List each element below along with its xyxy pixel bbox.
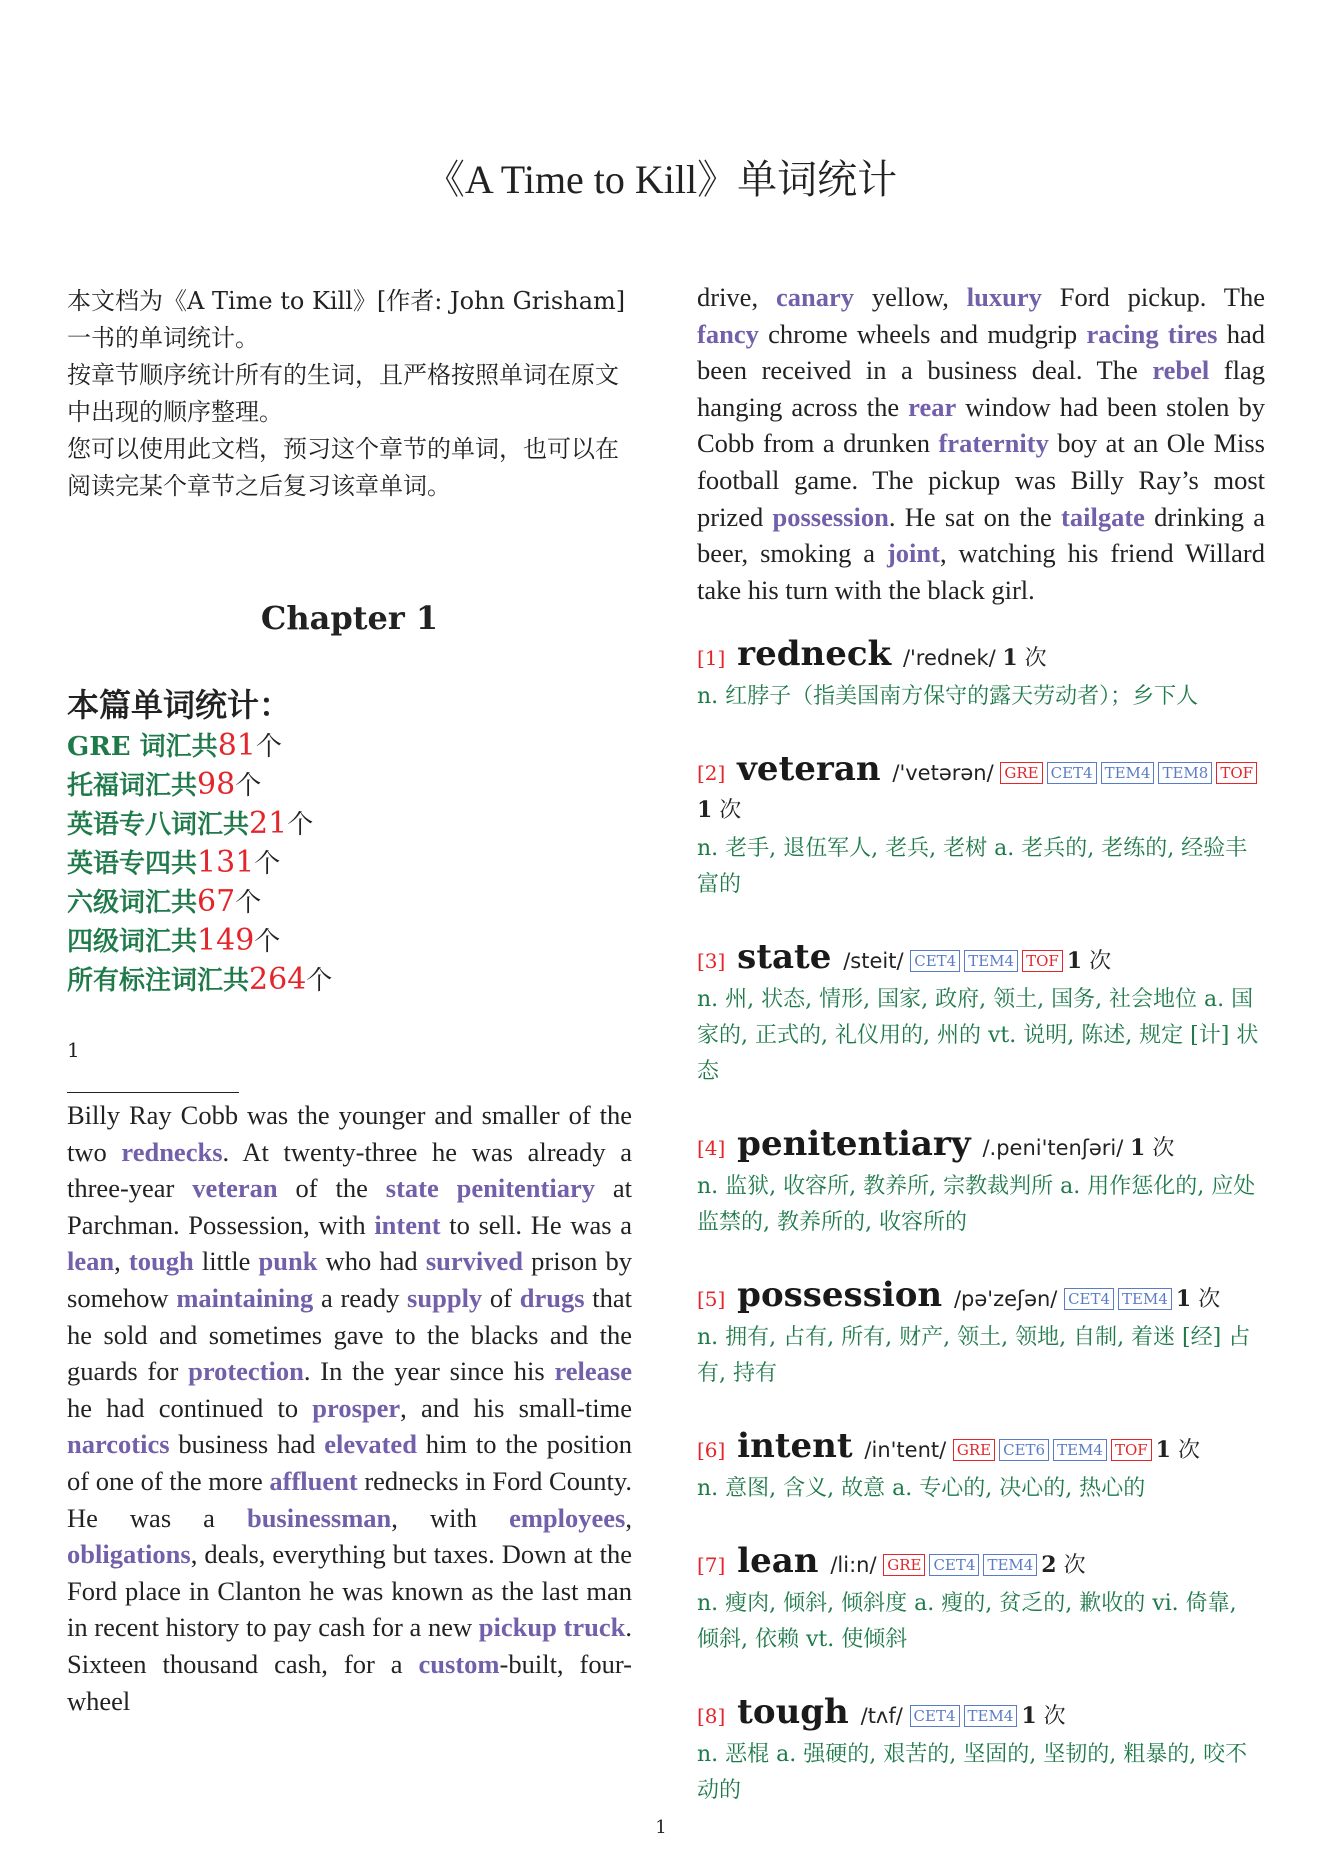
highlighted-word: elevated (324, 1429, 417, 1460)
intro-text (67, 283, 632, 505)
entry-index: [3] (697, 949, 726, 974)
vocab-entry (697, 751, 1265, 903)
entry-head (697, 1126, 1265, 1167)
exam-tag: GRE (1000, 762, 1042, 784)
entry-head (697, 1543, 1265, 1584)
stat-row (67, 766, 632, 805)
exam-tag: CET4 (1064, 1288, 1114, 1310)
stat-label: 托福词汇共 (67, 771, 198, 801)
entry-count-unit: 次 (1056, 1553, 1086, 1579)
entry-count: 1 (1021, 1703, 1037, 1730)
entry-head (697, 751, 1265, 829)
entry-word: lean (725, 1541, 831, 1582)
highlighted-word: tires (1167, 318, 1218, 349)
stat-suffix: 个 (235, 888, 262, 918)
highlighted-word: canary (775, 282, 854, 312)
entry-phonetic: /.peni'tenʃəri/ (982, 1136, 1131, 1161)
highlighted-word: employees (509, 1502, 626, 1533)
exam-tag: TEM4 (983, 1554, 1037, 1576)
highlighted-word: possession (772, 501, 889, 532)
entry-definition: n. 老手, 退伍军人, 老兵, 老树 a. 老兵的, 老练的, 经验丰富的 (697, 836, 1248, 898)
entry-count-unit: 次 (1191, 1287, 1221, 1313)
highlighted-word: truck (563, 1612, 626, 1643)
exam-tag: CET6 (999, 1439, 1049, 1461)
entry-head (697, 1277, 1265, 1318)
exam-tag: TOF (1022, 950, 1063, 972)
exam-tag: TEM4 (964, 950, 1018, 972)
highlighted-word: rednecks (121, 1136, 223, 1167)
intro-line: 您可以使用此文档，预习这个章节的单词，也可以在阅读完某个章节之后复习该章单词。 (67, 435, 619, 500)
stat-count: 21 (249, 806, 288, 841)
exam-tag: GRE (883, 1554, 925, 1576)
stat-label: 六级词汇共 (67, 888, 198, 918)
document-title: 《A Time to Kill》单词统计 (424, 157, 898, 202)
highlighted-word: obligations (67, 1539, 191, 1570)
entry-phonetic: /pə'zeʃən/ (953, 1287, 1065, 1312)
entry-count-unit: 次 (1017, 646, 1047, 672)
entry-word: intent (725, 1426, 865, 1467)
entry-index: [6] (697, 1438, 726, 1463)
highlighted-word: lean (67, 1246, 115, 1277)
entry-count-unit: 次 (1145, 1136, 1175, 1162)
highlighted-word: drugs (519, 1282, 585, 1313)
entry-index: [7] (697, 1553, 726, 1578)
stat-suffix: 个 (254, 927, 281, 957)
entry-definition: n. 拥有, 占有, 所有, 财产, 领土, 领地, 自制, 着迷 [经] 占有, 持有 (697, 1325, 1251, 1387)
entry-phonetic: /'rednek/ (902, 646, 1003, 671)
stat-label: 四级词汇共 (67, 927, 198, 957)
vocab-entry (697, 1694, 1265, 1809)
highlighted-word: supply (407, 1282, 483, 1313)
highlighted-word: rebel (1152, 355, 1210, 386)
entry-word: state (725, 937, 844, 978)
highlighted-word: affluent (269, 1465, 358, 1496)
stat-count: 67 (197, 884, 236, 919)
entry-definition: n. 瘦肉, 倾斜, 倾斜度 a. 瘦的, 贫乏的, 歉收的 vi. 倚靠, 倾斜, 依赖 vt. 使倾斜 (697, 1591, 1237, 1653)
highlighted-word: state (385, 1173, 439, 1204)
vocab-entry (697, 1277, 1265, 1392)
exam-tag: TOF (1111, 1439, 1152, 1461)
stat-suffix: 个 (306, 966, 333, 996)
stat-suffix: 个 (254, 849, 281, 879)
stat-label: 所有标注词汇共 (67, 966, 250, 996)
stat-count: 149 (197, 923, 255, 958)
highlighted-word: joint (886, 538, 940, 569)
right-column (697, 283, 1265, 1809)
highlighted-word: veteran (192, 1173, 278, 1204)
highlighted-word: release (554, 1356, 632, 1387)
entry-word: veteran (725, 749, 893, 790)
entry-definition: n. 红脖子（指美国南方保守的露天劳动者）；乡下人 (697, 684, 1199, 710)
highlighted-word: fancy (697, 318, 759, 349)
exam-tag: TEM4 (1053, 1439, 1107, 1461)
exam-tag: CET4 (910, 1705, 960, 1727)
entry-index: [1] (697, 646, 726, 671)
exam-tag: TOF (1216, 762, 1257, 784)
exam-tag: CET4 (910, 950, 960, 972)
intro-line: 按章节顺序统计所有的生词，且严格按照单词在原文中出现的顺序整理。 (67, 361, 619, 426)
section-number: 1 (67, 1038, 80, 1062)
entry-phonetic: /'vetərən/ (892, 761, 1001, 786)
highlighted-word: tough (128, 1246, 194, 1277)
highlighted-word: rear (908, 391, 957, 422)
stat-row (67, 727, 632, 766)
stats-heading: 本篇单词统计： (67, 686, 292, 724)
highlighted-word: intent (374, 1209, 441, 1240)
entry-word: tough (725, 1692, 861, 1733)
stat-count: 98 (197, 767, 236, 802)
stat-label: GRE 词汇共 (67, 732, 218, 762)
highlighted-word: racing (1086, 318, 1159, 349)
highlighted-word: narcotics (67, 1429, 170, 1460)
entry-count: 2 (1041, 1552, 1057, 1579)
entry-count: 1 (1002, 645, 1018, 672)
exam-tag: TEM4 (1101, 762, 1155, 784)
stat-row (67, 922, 632, 961)
stat-suffix: 个 (287, 810, 314, 840)
entry-index: [5] (697, 1287, 726, 1312)
divider (67, 1092, 239, 1093)
exam-tag: TEM8 (1158, 762, 1212, 784)
vocab-entries (697, 636, 1265, 1809)
entry-count: 1 (1155, 1437, 1171, 1464)
highlighted-word: protection (188, 1356, 304, 1387)
highlighted-word: pickup (478, 1612, 557, 1643)
entry-phonetic: /in'tent/ (864, 1438, 953, 1463)
entry-word: possession (725, 1275, 954, 1316)
entry-head (697, 939, 1265, 980)
highlighted-word: punk (258, 1246, 318, 1277)
stat-count: 131 (197, 845, 255, 880)
entry-count-unit: 次 (712, 798, 742, 824)
exam-tag: GRE (953, 1439, 995, 1461)
vocab-entry (697, 1543, 1265, 1658)
exam-tag: CET4 (929, 1554, 979, 1576)
exam-tag: TEM4 (964, 1705, 1018, 1727)
entry-phonetic: /li:n/ (830, 1553, 884, 1578)
highlighted-word: penitentiary (456, 1173, 595, 1204)
entry-count: 1 (1130, 1135, 1146, 1162)
chapter-title: Chapter 1 (260, 599, 439, 637)
entry-head (697, 1428, 1265, 1469)
entry-definition: n. 恶棍 a. 强硬的, 艰苦的, 坚固的, 坚韧的, 粗暴的, 咬不动的 (697, 1742, 1248, 1804)
entry-definition: n. 意图, 含义, 故意 a. 专心的, 决心的, 热心的 (697, 1476, 1146, 1502)
highlighted-word: custom (418, 1648, 500, 1679)
vocab-entry (697, 636, 1265, 715)
entry-definition: n. 州, 状态, 情形, 国家, 政府, 领土, 国务, 社会地位 a. 国家的, 正式的, 礼仪用的, 州的 vt. 说明, 陈述, 规定 [计] 状态 (697, 987, 1259, 1085)
highlighted-word: survived (425, 1246, 523, 1277)
stat-count: 81 (217, 728, 256, 763)
stat-label: 英语专八词汇共 (67, 810, 250, 840)
exam-tag: CET4 (1047, 762, 1097, 784)
entry-phonetic: /steit/ (843, 949, 911, 974)
entry-count: 1 (1175, 1286, 1192, 1313)
highlighted-word: prosper (312, 1392, 401, 1423)
entry-phonetic: /tʌf/ (860, 1704, 910, 1729)
intro-line: 本文档为《A Time to Kill》[作者: John Grisham]一书的单词统计。 (67, 287, 626, 352)
highlighted-word: businessman (246, 1502, 392, 1533)
page-number: 1 (655, 1817, 667, 1838)
highlighted-word: luxury (966, 282, 1042, 312)
exam-tag: TEM4 (1118, 1288, 1172, 1310)
entry-index: [2] (697, 761, 726, 786)
vocab-entry (697, 939, 1265, 1090)
left-column (67, 283, 632, 1719)
entry-count: 1 (1066, 948, 1083, 975)
highlighted-word: fraternity (938, 428, 1049, 459)
stat-label: 英语专四共 (67, 849, 198, 879)
stat-row (67, 844, 632, 883)
entry-count-unit: 次 (1082, 949, 1112, 975)
stat-row (67, 961, 632, 1000)
vocab-entry (697, 1428, 1265, 1507)
entry-definition: n. 监狱, 收容所, 教养所, 宗教裁判所 a. 用作惩化的, 应处监禁的, 教养所的, 收容所的 (697, 1174, 1256, 1236)
entry-head (697, 1694, 1265, 1735)
passage-left: Billy Ray Cobb was the younger and smaller of the two rednecks. At twenty-three he was already a three-year veteran of the state penitentiary at Parchman. Possession, with intent to sell. He was a lean, tough little punk who had survived prison by somehow maintaining a ready supply of drugs that he sold and sometimes gave to the blacks and the guards for protection. In the year since his release he had continued to prosper, and his small-time narcotics business had elevated him to the position of one of the more affluent rednecks in Ford County. He was a businessman, with employees, obligations, deals, everything but taxes. Down at the Ford place in Clanton he was known as the last man in recent history to pay cash for a new pickup truck. Sixteen thousand cash, for a custom-built, four-wheel (67, 1100, 633, 1716)
stat-suffix: 个 (255, 732, 282, 762)
stat-suffix: 个 (235, 771, 262, 801)
entry-word: redneck (725, 634, 903, 675)
stat-row (67, 805, 632, 844)
vocab-entry (697, 1126, 1265, 1241)
stats-list (67, 727, 632, 1000)
passage-right: drive, canary yellow, luxury Ford pickup. The fancy chrome wheels and mudgrip racing tires had been received in a business deal. The rebel flag hanging across the rear window had been stolen by Cobb from a drunken fraternity boy at an Ole Miss football game. The pickup was Billy Ray’s most prized possession. He sat on the tailgate drinking a beer, smoking a joint, watching his friend Willard take his turn with the black girl. (697, 282, 1266, 605)
entry-word: penitentiary (725, 1124, 983, 1165)
stat-count: 264 (249, 962, 307, 997)
entry-count-unit: 次 (1170, 1438, 1200, 1464)
entry-index: [8] (697, 1704, 726, 1729)
highlighted-word: tailgate (1061, 501, 1145, 532)
entry-index: [4] (697, 1136, 726, 1161)
entry-head (697, 636, 1265, 677)
stat-row (67, 883, 632, 922)
entry-count: 1 (697, 797, 713, 824)
entry-count-unit: 次 (1036, 1704, 1066, 1730)
highlighted-word: maintaining (176, 1282, 314, 1313)
